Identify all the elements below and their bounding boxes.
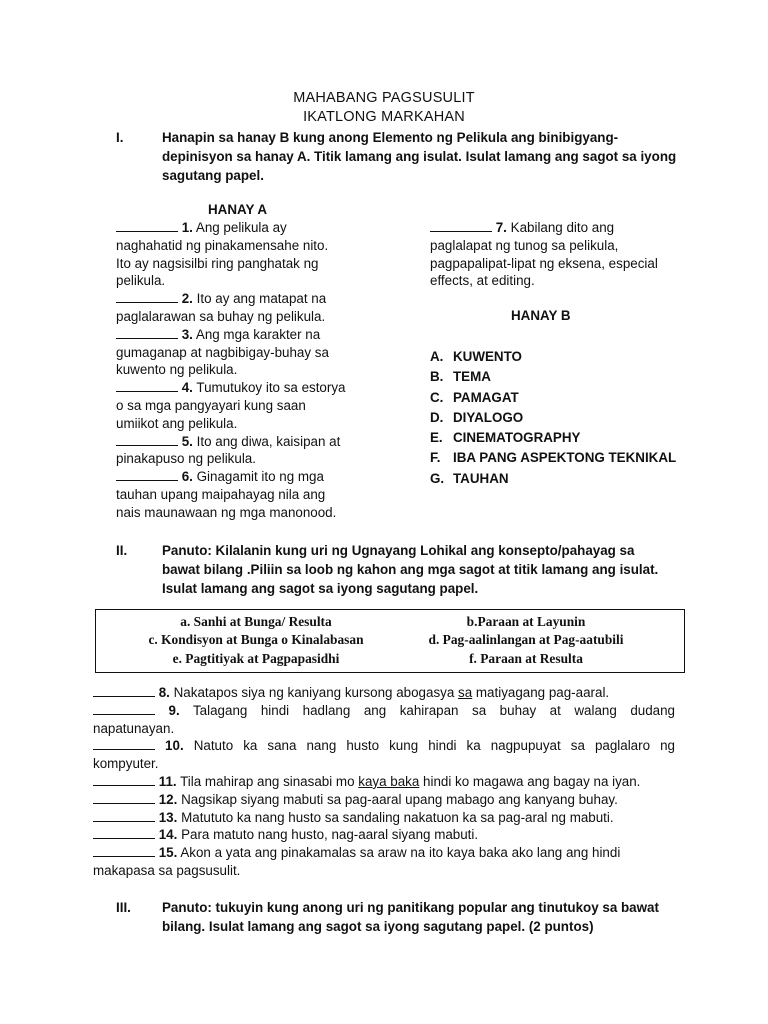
list-item: 6. Ginagamit ito ng mga tauhan upang maipahayag nila ang nais maunawaan ng mga manonood. [116,469,337,520]
list-item: 5. Ito ang diwa, kaisipan at pinakapuso ng pelikula. [116,433,341,467]
list-item: 1. Ang pelikula ay naghahatid ng pinakamensahe nito. Ito ay nagsisilbi ring panghatak ng pelikula. [116,220,329,289]
section-numeral-2: II. [116,543,128,558]
answer-blank [116,302,178,303]
choice-item: D. DIYALOGO [430,409,524,425]
question-item: 8. Nakatapos siya ng kaniyang kursong abogasya sa matiyagang pag-aaral. [93,684,675,702]
instruction-line: Hanapin sa hanay B kung anong Elemento ng Pelikula ang binibigyang- [162,130,619,145]
choice-item: E. CINEMATOGRAPHY [430,430,581,446]
list-item: 2. Ito ay ang matapat na paglalarawan sa buhay ng pelikula. [116,291,327,324]
question-item: 14. Para matuto nang husto, nag-aaral siyang mabuti. [93,826,675,844]
question-item: 11. Tila mahirap ang sinasabi mo kaya baka hindi ko magawa ang bagay na iyan. [93,773,675,791]
box-option: f. Paraan at Resulta [469,651,583,666]
box-option: e. Pagtitiyak at Pagpapasidhi [172,651,340,666]
choice-item: C. PAMAGAT [430,389,519,405]
answer-blank [93,696,155,697]
list-item: 4. Tumutukoy ito sa estorya o sa mga pangyayari kung saan umiikot ang pelikula. [116,380,346,431]
choice-item: B. TEMA [430,369,491,385]
answer-blank [93,856,155,857]
section-numeral-1: I. [116,130,124,145]
answer-blank [93,714,155,715]
answer-blank [116,231,178,232]
instruction-line: sagutang papel. [162,168,264,183]
answer-blank [430,231,492,232]
box-option: d. Pag-aalinlangan at Pag-aatubili [428,632,624,647]
choices-box [95,609,685,673]
hanay-b-heading: HANAY B [511,308,571,323]
instruction-line: bilang. Isulat lamang ang sagot sa iyong sagutang papel. (2 puntos) [162,919,594,934]
instruction-line: depinisyon sa hanay A. Titik lamang ang isulat. Isulat lamang ang sagot sa iyong [162,149,677,164]
section-2-instructions [162,541,682,598]
choice-item: A. KUWENTO [430,349,522,364]
answer-blank [116,445,178,446]
answer-blank [116,391,178,392]
list-item: 3. Ang mga karakter na gumaganap at nagbibigay-buhay sa kuwento ng pelikula. [116,326,329,378]
question-item: 13. Matututo ka nang husto sa sandaling nakatuon ka sa pag-aral ng mabuti. [93,809,675,827]
box-option: a. Sanhi at Bunga/ Resulta [180,614,332,629]
hanay-a-heading: HANAY A [208,202,268,217]
choice-item: F. IBA PANG ASPEKTONG TEKNIKAL [430,450,677,466]
answer-blank [116,480,178,481]
instruction-line: bawat bilang .Piliin sa loob ng kahon ang mga sagot at titik lamang ang isulat. [162,562,659,577]
box-option: b.Paraan at Layunin [466,614,586,629]
section-1-instructions [162,128,682,185]
question-item: 15. Akon a yata ang pinakamalas sa araw na ito kaya baka ako lang ang hindi makapasa sa pagsusulit. [93,845,621,878]
box-option: c. Kondisyon at Bunga o Kinalabasan [148,632,364,647]
question-list [93,684,675,880]
answer-blank [93,749,155,750]
page-title: MAHABANG PAGSUSULIT [293,90,475,106]
question-item: 10. Natuto ka sana nang husto kung hindi ka nagpupuyat sa paglalaro ng kompyuter. [93,738,675,772]
answer-blank [93,803,155,804]
answer-blank [93,785,155,786]
list-item: 7. Kabilang dito ang paglalapat ng tunog sa pelikula, pagpapalipat-lipat ng eksena, especial effects, at editing. [430,220,658,289]
choice-item: G. TAUHAN [430,470,509,486]
instruction-line: Isulat lamang ang sagot sa iyong sagutang papel. [162,581,479,596]
answer-blank [116,338,178,339]
answer-blank [93,838,155,839]
hanay-a-items [116,219,366,522]
question-item: 12. Nagsikap siyang mabuti sa pag-aaral upang mabago ang kanyang buhay. [93,791,675,809]
page-subtitle: IKATLONG MARKAHAN [303,109,465,125]
section-numeral-3: III. [116,900,131,915]
answer-blank [93,821,155,822]
instruction-line: Panuto: Kilalanin kung uri ng Ugnayang Lohikal ang konsepto/pahayag sa [162,543,635,558]
question-item: 9. Talagang hindi hadlang ang kahirapan sa buhay at walang dudang napatunayan. [93,702,675,736]
instruction-line: Panuto: tukuyin kung anong uri ng panitikang popular ang tinutukoy sa bawat [162,900,659,915]
hanay-b-choices [430,347,676,489]
section-3-instructions [162,898,682,936]
